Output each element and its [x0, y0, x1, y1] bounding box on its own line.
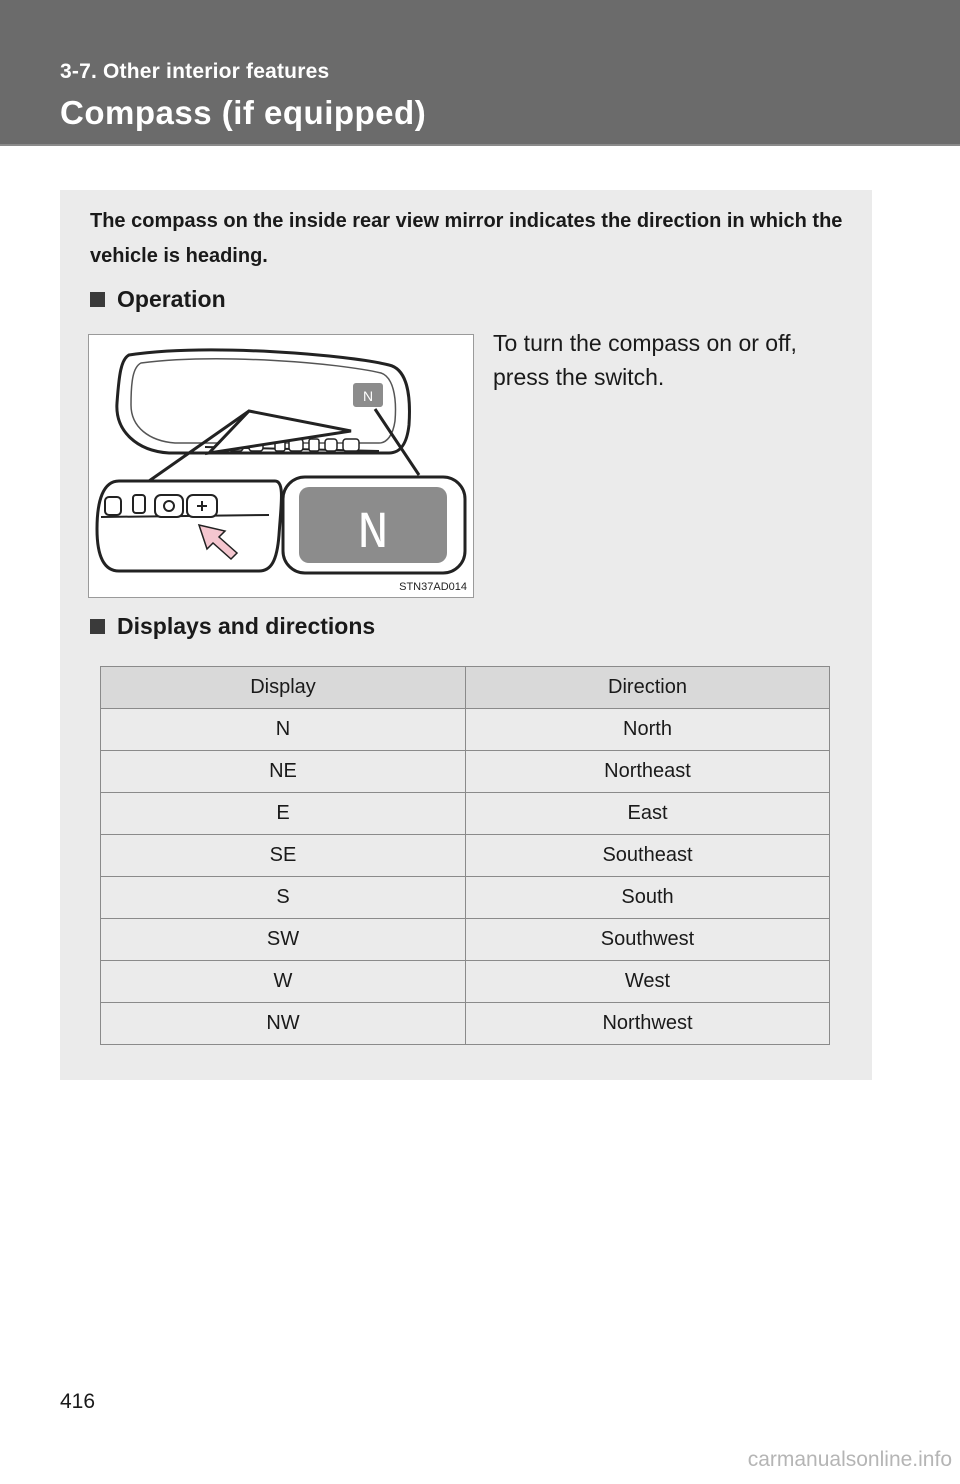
operation-heading — [90, 286, 226, 313]
mirror-illustration — [88, 334, 474, 598]
svg-text:N: N — [362, 388, 374, 404]
operation-heading-label: Operation — [117, 286, 226, 312]
watermark: carmanualsonline.info — [747, 1448, 952, 1471]
table-row — [101, 751, 830, 793]
direction-cell: South — [466, 877, 830, 919]
display-cell: W — [101, 961, 466, 1003]
compass-display-letter: N — [357, 504, 389, 563]
bullet-square-icon — [90, 292, 105, 307]
operation-text: To turn the compass on or off, press the switch. — [493, 330, 797, 390]
bullet-square-icon — [90, 619, 105, 634]
displays-heading-label: Displays and directions — [117, 613, 376, 639]
content-box — [60, 190, 872, 1080]
direction-cell: Southwest — [466, 919, 830, 961]
table-row — [101, 835, 830, 877]
display-cell: NE — [101, 751, 466, 793]
direction-cell: Southeast — [466, 835, 830, 877]
table-header-row — [101, 667, 830, 709]
rear-view-mirror-icon — [89, 335, 473, 597]
display-cell: N — [101, 709, 466, 751]
display-cell: SW — [101, 919, 466, 961]
figure-code: STN37AD014 — [399, 581, 467, 593]
page-number: 416 — [60, 1390, 96, 1413]
table-row — [101, 1003, 830, 1045]
table-row — [101, 919, 830, 961]
page-title: Compass (if equipped) — [60, 94, 427, 131]
column-header-direction: Direction — [466, 667, 830, 709]
direction-cell: East — [466, 793, 830, 835]
table-row — [101, 709, 830, 751]
page-header — [0, 0, 960, 146]
directions-table — [100, 666, 830, 1045]
table-row — [101, 877, 830, 919]
display-cell: NW — [101, 1003, 466, 1045]
direction-cell: West — [466, 961, 830, 1003]
intro-text: The compass on the inside rear view mirror indicates the direction in which the vehicle is heading. — [90, 210, 843, 267]
table-row — [101, 793, 830, 835]
table-row — [101, 961, 830, 1003]
direction-cell: Northeast — [466, 751, 830, 793]
display-cell: S — [101, 877, 466, 919]
section-label: 3-7. Other interior features — [60, 60, 330, 83]
direction-cell: North — [466, 709, 830, 751]
display-cell: SE — [101, 835, 466, 877]
column-header-display: Display — [101, 667, 466, 709]
displays-heading — [90, 613, 375, 640]
display-cell: E — [101, 793, 466, 835]
direction-cell: Northwest — [466, 1003, 830, 1045]
